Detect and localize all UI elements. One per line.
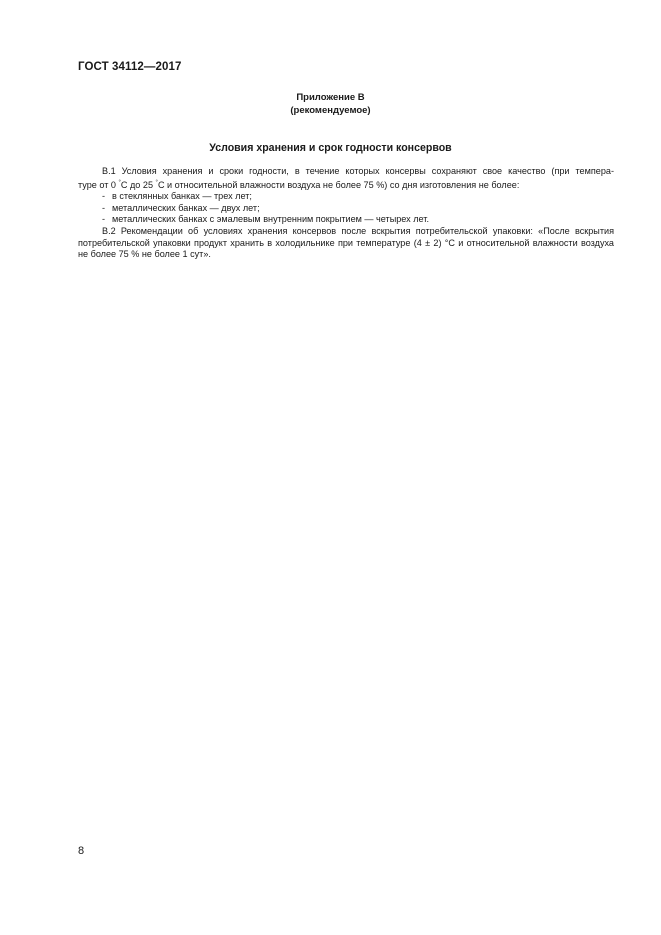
page-number: 8 [78, 845, 85, 857]
list-dash: - [102, 214, 106, 225]
paragraph-b1-start: В.1 Условия хранения и сроки годности, в течение которых консервы сохраняют свое качество (при темпера- [102, 166, 614, 176]
degree-sign: ° [118, 179, 121, 186]
annex-heading [0, 91, 661, 117]
paragraph-b1-continuation [78, 178, 614, 192]
list-dash: - [102, 191, 106, 202]
list-item-text: в стеклянных банках — трех лет; [112, 191, 252, 202]
paragraph-b1-text-1: туре от 0 [78, 179, 119, 190]
paragraph-b1-text-3: С и относительной влажности воздуха не более 75 %) со дня изготовления не более: [157, 179, 520, 190]
standard-code: ГОСТ 34112—2017 [78, 61, 182, 73]
paragraph-b2: В.2 Рекомендации об условиях хранения консервов после вскрытия потребительской упаковки: «После вскрытия потребительской упаковки продукт хранить в холодильнике при температуре (4 ± 2) °С и относительной влажности воздуха не более 75 % не более 1 сут». [78, 225, 614, 260]
annex-status: (рекомендуемое) [290, 105, 371, 116]
list-item-text: металлических банках с эмалевым внутренним покрытием — четырех лет. [112, 214, 429, 225]
degree-sign: ° [155, 179, 158, 186]
list-item [78, 203, 614, 215]
section-title: Условия хранения и срок годности консервов [209, 142, 452, 154]
document-body [78, 166, 614, 261]
list-item-text: металлических банках — двух лет; [112, 202, 260, 213]
list-item [78, 191, 614, 203]
list-item [78, 214, 614, 226]
list-dash: - [102, 202, 106, 213]
annex-label: Приложение В [296, 92, 365, 103]
paragraph-b1 [78, 166, 614, 178]
paragraph-b1-text-2: С до 25 [120, 179, 156, 190]
